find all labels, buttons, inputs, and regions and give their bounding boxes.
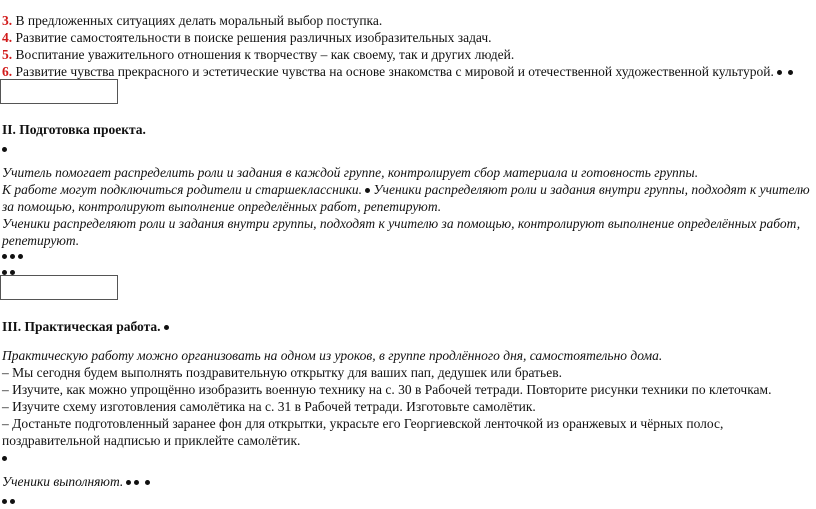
section-2-paragraph-line: Ученики распределяют роли и задания внутри группы, подходят к учителю за помощью, контролируют выполнение определённых работ, [2, 216, 801, 231]
list-number: 6. [2, 64, 13, 79]
list-text: Развитие самостоятельности в поиске решения различных изобразительных задач. [12, 30, 492, 45]
bullet-row [2, 450, 7, 466]
section-2-paragraph-line: репетируют. [2, 233, 80, 248]
section-2-paragraph-line [2, 181, 810, 198]
empty-text-box[interactable] [0, 79, 118, 104]
list-item-6 [2, 63, 793, 80]
list-text: В предложенных ситуациях делать моральный выбор поступка. [12, 13, 383, 28]
list-item-3 [2, 12, 382, 29]
section-3-result [2, 473, 150, 490]
bullet-dot-icon [788, 70, 793, 75]
bullet-row [2, 141, 7, 157]
instruction-line: поздравительной надписью и приклейте самолётик. [2, 433, 301, 448]
sentence: К работе могут подключиться родители и старшеклассники. [2, 182, 363, 197]
list-number: 5. [2, 47, 13, 62]
section-3-intro: Практическую работу можно организовать на одном из уроков, в группе продлённого дня, самостоятельно дома. [2, 348, 663, 363]
bullet-row [2, 248, 23, 264]
instruction-line: – Мы сегодня будем выполнять поздравительную открытку для ваших пап, дедушек или братьев. [2, 365, 562, 380]
bullet-dot-icon [134, 480, 139, 485]
list-item-5 [2, 46, 514, 63]
section-2-paragraph-line: за помощью, контролируют выполнение определённых работ, репетируют. [2, 199, 442, 214]
list-item-4 [2, 29, 492, 46]
section-3-title-text: III. Практическая работа. [2, 319, 161, 334]
instruction-line: – Достаньте подготовленный заранее фон для открытки, украсьте его Георгиевской ленточкой из оранжевых и чёрных полос, [2, 416, 724, 431]
list-number: 3. [2, 13, 13, 28]
instruction-line: – Изучите схему изготовления самолётика на с. 31 в Рабочей тетради. Изготовьте самолётик. [2, 399, 536, 414]
bullet-dot-icon [126, 480, 131, 485]
bullet-dot-icon [2, 456, 7, 461]
list-text: Развитие чувства прекрасного и эстетические чувства на основе знакомства с мировой и отечественной художественной культурой. [12, 64, 774, 79]
instruction-line: – Изучите, как можно упрощённо изобразить военную технику на с. 30 в Рабочей тетради. Повторите рисунки техники по клеточкам. [2, 382, 772, 397]
list-number: 4. [2, 30, 13, 45]
empty-text-box[interactable] [0, 275, 118, 300]
section-2-title: II. Подготовка проекта. [2, 122, 146, 137]
bullet-dot-icon [2, 254, 7, 259]
bullet-dot-icon [18, 254, 23, 259]
bullet-dot-icon [164, 325, 169, 330]
bullet-dot-icon [2, 147, 7, 152]
bullet-dot-icon [777, 70, 782, 75]
result-text: Ученики выполняют. [2, 474, 124, 489]
bullet-dot-icon [10, 254, 15, 259]
sentence: Ученики распределяют роли и задания внутри группы, подходят к учителю [370, 182, 810, 197]
bullet-dot-icon [145, 480, 150, 485]
bullet-row [2, 493, 15, 509]
section-3-title [2, 318, 169, 335]
list-text: Воспитание уважительного отношения к творчеству – как своему, так и других людей. [12, 47, 515, 62]
section-2-paragraph-line: Учитель помогает распределить роли и задания в каждой группе, контролирует сбор материала и готовность группы. [2, 165, 699, 180]
